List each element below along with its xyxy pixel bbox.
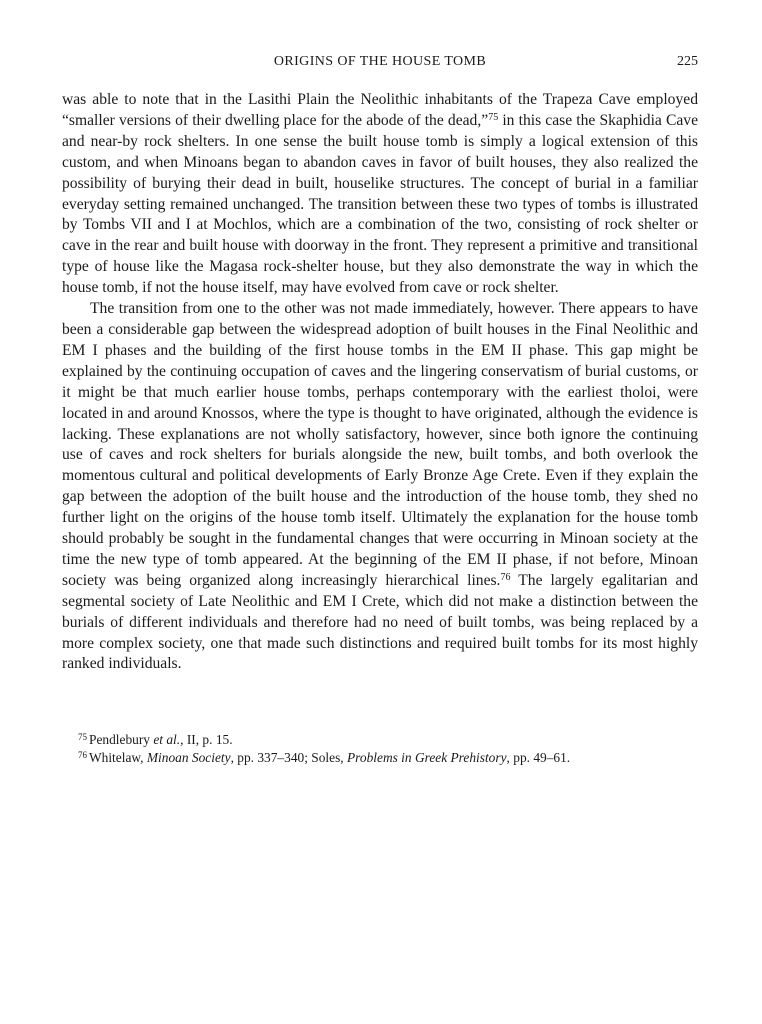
footnote-75 xyxy=(78,731,698,749)
footnote-76 xyxy=(78,749,698,767)
footnote-76-title-1: Minoan Society xyxy=(146,750,231,765)
footnote-ref-75: 75 xyxy=(488,111,499,123)
footnote-76-rest: , pp. 49–61. xyxy=(506,750,571,765)
footnote-ref-76: 76 xyxy=(500,571,511,583)
paragraph-1 xyxy=(62,90,698,299)
paragraph-2 xyxy=(62,299,698,675)
page-header xyxy=(62,54,698,74)
footnote-number-76: 76 xyxy=(78,750,87,760)
paragraph-1-text-a: was able to note that in the Lasithi Plain the Neolithic inhabitants of the Trapeza Cave employed “smaller versions of their dwelling place for the abode of the dead,” xyxy=(62,91,698,129)
footnote-75-etal: et al. xyxy=(153,732,181,747)
page-number: 225 xyxy=(677,54,698,69)
body-text xyxy=(62,90,698,675)
footnote-number-75: 75 xyxy=(78,732,87,742)
paragraph-2-text-a: The transition from one to the other was not made immediately, however. There appears to have been a considerable gap between the widespread adoption of built houses in the Final Neolithic and EM I phases and the building of the first house tombs in the EM II phase. This gap might be explained by the continuing occupation of caves and the lingering conservatism of burial customs, or it might be that much earlier house tombs, perhaps contemporary with the earliest tholoi, were located in and around Knossos, where the type is thought to have originated, although the evidence is lacking. These explanations are not wholly satisfactory, however, since both ignore the continuing use of caves and rock shelters for burials alongside the new, built tombs, and both overlook the momentous cultural and political developments of Early Bronze Age Crete. Even if they explain the gap between the adoption of the built house and the introduction of the house tomb, they shed no further light on the origins of the house tomb itself. Ultimately the explanation for the house tomb should probably be sought in the fundamental changes that were occurring in Minoan society at the time the new type of tomb appeared. At the beginning of the EM II phase, if not before, Minoan society was being organized along increasingly hierarchical lines. xyxy=(62,300,698,589)
paragraph-1-text-b: in this case the Skaphidia Cave and near-by rock shelters. In one sense the built house tomb is simply a logical extension of this custom, and when Minoans began to abandon caves in favor of built houses, they also realized the possibility of burying their dead in built, houselike structures. The concept of burial in a familiar everyday setting remained unchanged. The transition between these two types of tombs is illustrated by Tombs VII and I at Mochlos, which are a combination of the two, consisting of rock shelter or cave in the rear and built house with doorway in the front. They represent a primitive and transitional type of house like the Magasa rock-shelter house, but they also demonstrate the way in which the house tomb, if not the house itself, may have evolved from cave or rock shelter. xyxy=(62,111,699,297)
footnote-76-mid: , pp. 337–340; Soles, xyxy=(230,750,347,765)
footnote-76-author: Whitelaw, xyxy=(89,750,147,765)
paragraph-2-text-b: The largely egalitarian and segmental society of Late Neolithic and EM I Crete, which did not make a distinction between the burials of different individuals and therefore had no need of built tombs, was being replaced by a more complex society, one that made such distinctions and required built tombs for its most highly ranked individuals. xyxy=(62,571,698,673)
footnote-75-author: Pendlebury xyxy=(89,732,154,747)
footnotes xyxy=(78,731,698,767)
running-title: ORIGINS OF THE HOUSE TOMB xyxy=(273,54,487,69)
footnote-75-rest: , II, p. 15. xyxy=(180,732,233,747)
footnote-76-title-2: Problems in Greek Prehistory xyxy=(347,750,507,765)
